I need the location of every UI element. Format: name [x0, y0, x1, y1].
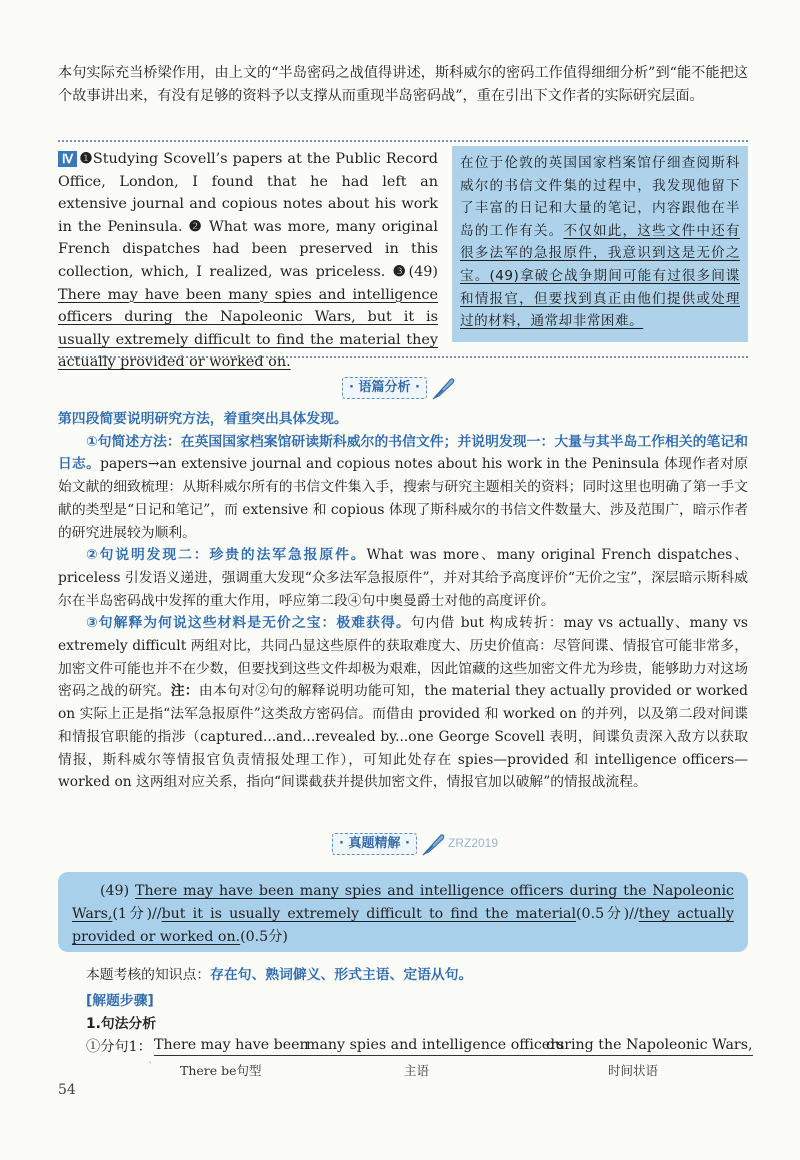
tick-mark: ˋ: [148, 1062, 153, 1073]
segment-3: during the Napoleonic Wars,: [546, 1036, 753, 1056]
analysis-section-header: [342, 376, 457, 400]
analysis-point-3-heading: ③句解释为何说这些材料是无价之宝：极难获得。: [86, 615, 411, 632]
paragraph-badge: Ⅳ: [58, 151, 77, 167]
sentence-marker-3: ❸: [392, 262, 409, 280]
segment-3-label: 时间状语: [608, 1063, 659, 1078]
analysis-point-1-heading: ①句简述方法：在英国国家档案馆研读斯科威尔的书信文件；并说明发现一：大量与其半岛工作相关的笔记和日志。: [58, 433, 748, 473]
answer-part-3: they actually provided or worked on.: [72, 906, 734, 945]
answer-part-1: There may have been many spies and intelligence officers during the Napoleonic Wars,: [72, 883, 734, 922]
analysis-note-label: 注：: [170, 683, 199, 700]
analysis-body: [58, 408, 748, 794]
analysis-point-1-text: papers→an extensive journal and copious notes about his work in the Peninsula 体现作者对原始文献的细致梳理：从斯科威尔所有的书信文件集入手，搜索与研究主题相关的资料；同时这里也明确了第一手文献的类型是“日记和笔记”，而 extensive 和 copious 体现了斯科威尔的书信文件数量大、涉及范围广，暗示作者的研究进展较为顺利。: [58, 456, 749, 541]
analysis-point-3-text: 句内借 but 构成转折：may vs actually、many vs extremely difficult 两组对比，共同凸显这些原件的获取难度大、历史价值高：尽管间谍、情报官可能非常多，加密文件可能也并不在少数，但要找到这些文件却极为艰难，因此馆藏的这些加密文件尤为珍贵，能够助力对这场密码之战的研究。: [58, 615, 748, 700]
answer-score-2: (0.5分)//: [576, 906, 639, 922]
watermark: ZRZ2019: [448, 836, 499, 850]
intro-paragraph: 本句实际充当桥梁作用，由上文的“半岛密码之战值得讲述，斯科威尔的密码工作值得细细分析”到“能不能把这个故事讲出来，有没有足够的资料予以支撑从而重现半岛密码战”，重在引出下文作者的实际研究层面。: [58, 65, 748, 104]
divider-bottom: [58, 356, 748, 358]
sentence-1: Studying Scovell’s papers at the Public Record Office, London, I found that he had left an extensive journal and copious notes about his work in the Peninsula.: [58, 151, 439, 235]
answer-box: [58, 872, 748, 952]
segment-1-label: There be句型: [180, 1063, 262, 1078]
answer-section-title: · 真题精解 ·: [332, 833, 417, 855]
page-number: 54: [58, 1082, 76, 1098]
segment-2: many spies and intelligence officers: [306, 1036, 564, 1056]
analysis-point-1: [58, 431, 748, 545]
translation-box: [452, 146, 748, 342]
question-number: (49): [408, 263, 439, 280]
sentence-marker-1: ❶: [79, 150, 93, 167]
quill-icon: [421, 832, 447, 856]
analysis-note-text: 由本句对②句的解释说明功能可知，the material they actually provided or worked on 实际上正是指“法军急报原件”这类敌方密码信。而借由 provided 和 worked on 的并列，以及第二段对间谍和情报官职能的指涉（captured...and...revealed by...one George Scovell 表明，间谍负责深入敌方以获取情报，斯科威尔等情报官负责情报处理工作），可知此处存在 spies—provided 和 intelligence officers—worked on 这两组对应关系，指向“间谍截获并提供加密文件，情报官加以破解”的情报战流程。: [58, 683, 749, 791]
answer-question-number: (49): [100, 883, 130, 899]
translation-underlined-2: (49)拿破仑战争期间可能有过很多间谍和情报官，但要找到真正由他们提供或处理过的材料，通常却非常困难。: [460, 267, 741, 330]
answer-part-2: but it is usually extremely difficult to find the material: [161, 906, 577, 922]
analysis-point-2-text: What was more、many original French dispatches、priceless 引发语义递进，强调重大发现“众多法军急报原件”，并对其给予高度评价“无价之宝”，深层暗示斯科威尔在半岛密码战中发挥的重大作用，呼应第二段④句中奥曼爵士对他的高度评价。: [58, 547, 748, 609]
passage-paragraph-4: [58, 148, 438, 374]
knowledge-points: [58, 964, 748, 986]
segment-2-label: 主语: [404, 1063, 430, 1078]
analysis-point-3: [58, 612, 748, 794]
translation-plain: 在位于伦敦的英国国家档案馆仔细查阅斯科威尔的书信文件集的过程中，我发现他留下了丰富的日记和大量的笔记，内容跟他在半岛的工作有关。: [460, 155, 740, 239]
analysis-section-title: · 语篇分析 ·: [342, 377, 427, 399]
quill-icon: [431, 376, 457, 400]
translation-underlined-1: 不仅如此，这些文件中还有很多法军的急报原件，我意识到这是无价之宝。: [460, 222, 741, 284]
segment-1: There may have been: [154, 1036, 309, 1056]
sentence-2: What was more, many original French dispatches had been preserved in this collection, which, I realized, was priceless.: [58, 218, 438, 280]
analysis-point-2: [58, 544, 748, 612]
answer-score-3: (0.5分): [240, 929, 288, 945]
answer-score-1: (1分)//: [112, 906, 162, 922]
divider-top: [58, 140, 748, 142]
sentence-marker-2: ❷: [188, 217, 203, 235]
clause-label: ①分句1：: [86, 1039, 152, 1055]
knowledge-label: 本题考核的知识点：: [86, 967, 211, 983]
step-1-heading: 1.句法分析: [86, 1016, 157, 1032]
steps-heading: [解题步骤]: [86, 993, 154, 1009]
sentence-3-underlined: There may have been many spies and intelligence officers during the Napoleonic Wars, but it is usually extremely difficult to find the material they actually provided or worked on.: [58, 286, 438, 371]
analysis-point-2-heading: ②句说明发现二：珍贵的法军急报原件。: [86, 547, 367, 564]
analysis-lead: 第四段简要说明研究方法，着重突出具体发现。: [58, 411, 348, 427]
knowledge-list: 存在句、熟词僻义、形式主语、定语从句。: [210, 967, 473, 983]
answer-section-header: [332, 832, 447, 856]
